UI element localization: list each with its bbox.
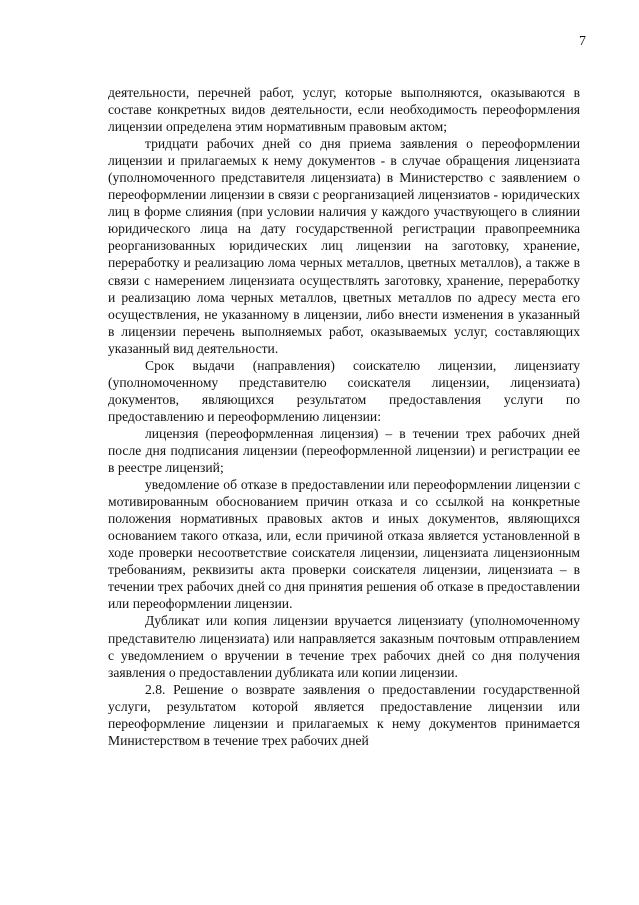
paragraph-7: 2.8. Решение о возврате заявления о предоставлении государственной услуги, результатом которой является предоставление лицензии или переоформление лицензии и прилагаемых к нему документов принимается Министерством в течение трех рабочих дней xyxy=(108,681,580,748)
paragraph-4: лицензия (переоформленная лицензия) – в течении трех рабочих дней после дня подписания лицензии (переоформленной лицензии) и регистрации ее в реестре лицензий; xyxy=(108,425,580,476)
paragraph-1: деятельности, перечней работ, услуг, которые выполняются, оказываются в составе конкретных видов деятельности, если необходимость переоформления лицензии определена этим нормативным правовым актом; xyxy=(108,85,580,135)
document-body xyxy=(108,84,580,749)
paragraph-5: уведомление об отказе в предоставлении или переоформлении лицензии с мотивированным обоснованием причин отказа и со ссылкой на конкретные положения нормативных правовых актов и иных документов, являющихся основанием такого отказа, или, если причиной отказа является установленной в ходе проверки несоответствие соискателя лицензии, лицензиата лицензионным требованиям, реквизиты акта проверки соискателя лицензии, лицензиата – в течении трех рабочих дней со дня принятия решения об отказе в предоставлении или переоформлении лицензии. xyxy=(108,477,580,612)
page-number: 7 xyxy=(579,34,586,49)
paragraph-6: Дубликат или копия лицензии вручается лицензиату (уполномоченному представителю лицензиата) или направляется заказным почтовым отправлением с уведомлением о вручении в течение трех рабочих дней со дня получения заявления о предоставлении дубликата или копии лицензии. xyxy=(108,613,580,680)
paragraph-2: тридцати рабочих дней со дня приема заявления о переоформлении лицензии и прилагаемых к нему документов - в случае обращения лицензиата (уполномоченного представителя лицензиата) в Министерство с заявлением о переоформлении лицензии в связи с реорганизацией лицензиатов - юридических лиц в форме слияния (при условии наличия у каждого участвующего в слиянии юридического лица на дату государственной регистрации правопреемника реорганизованных юридических лиц лицензии на заготовку, хранение, переработку и реализацию лома черных металлов, цветных металлов), а также в связи с намерением лицензиата осуществлять заготовку, хранение, переработку и реализацию лома черных металлов, цветных металлов по адресу места его осуществления, не указанному в лицензии, либо внести изменения в указанный в лицензии перечень выполняемых работ, оказываемых услуг, составляющих указанный вид деятельности. xyxy=(108,136,580,356)
paragraph-3: Срок выдачи (направления) соискателю лицензии, лицензиату (уполномоченному представителю соискателя лицензии, лицензиата) документов, являющихся результатом предоставления услуги по предоставлению и переоформлению лицензии: xyxy=(108,357,580,424)
